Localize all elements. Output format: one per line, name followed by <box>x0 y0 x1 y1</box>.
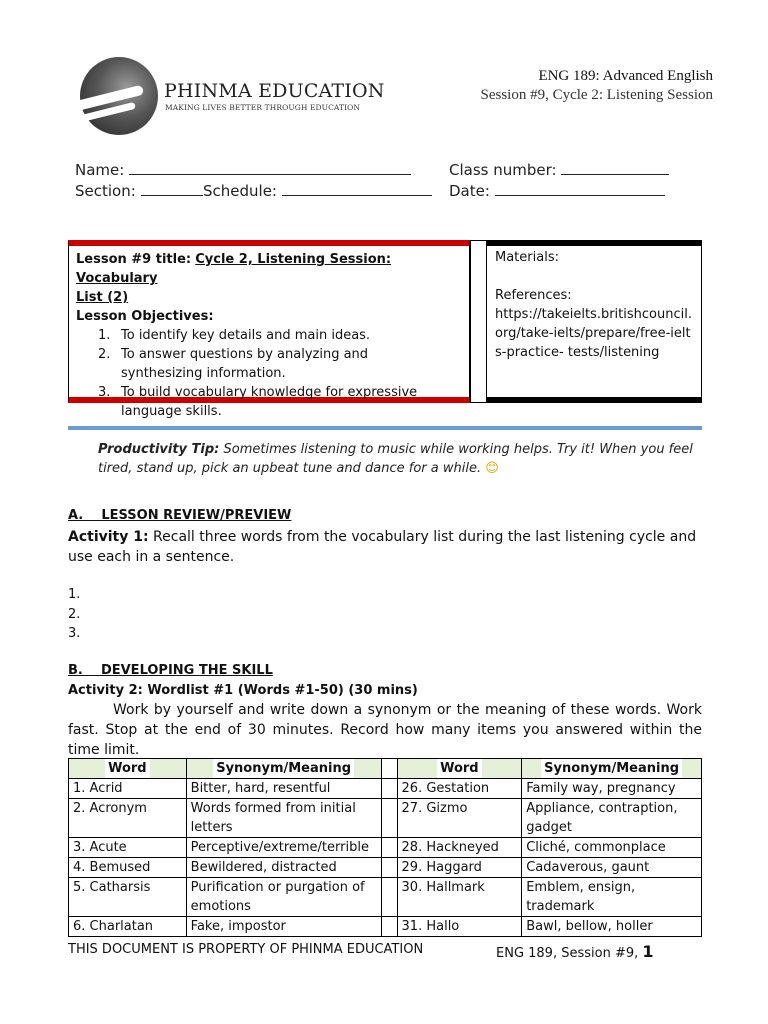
synonym-cell[interactable]: Family way, pregnancy <box>522 779 702 799</box>
name-field[interactable] <box>75 160 411 179</box>
word-cell: 4. Bemused <box>69 858 187 878</box>
materials-label: Materials: <box>495 250 559 265</box>
table-row <box>69 858 702 878</box>
table-row <box>69 878 702 917</box>
objective-item <box>76 345 401 383</box>
objectives-label: Lesson Objectives: <box>76 309 214 324</box>
spacer-cell <box>381 838 397 858</box>
col-spacer <box>381 759 397 779</box>
activity-2-instructions: Work by yourself and write down a synonym or the meaning of these words. Work fast. Stop at the end of 30 minutes. Record how many items you answered within the time limit. <box>68 702 702 758</box>
synonym-cell[interactable]: Bawl, bellow, holler <box>522 917 702 937</box>
lesson-title-text-cont: List (2) <box>76 290 129 305</box>
word-cell: 2. Acronym <box>69 799 187 838</box>
synonym-cell[interactable]: Perceptive/extreme/terrible <box>186 838 381 858</box>
col-header-word: Word <box>397 759 522 779</box>
tip-text: Sometimes listening to music while working helps. Try it! When you feel tired, stand up, pick an upbeat tune and dance for a while. <box>98 442 693 476</box>
table-header-row <box>69 759 702 779</box>
word-cell: 30. Hallmark <box>397 878 522 917</box>
brand-tagline: MAKING LIVES BETTER THROUGH EDUCATION <box>165 103 361 112</box>
word-cell: 3. Acute <box>69 838 187 858</box>
section-label: Section: <box>75 182 136 200</box>
spacer-cell <box>381 878 397 917</box>
word-cell: 26. Gestation <box>397 779 522 799</box>
smiley-icon: 😊 <box>485 461 499 476</box>
references-label: References: <box>495 288 572 303</box>
word-cell: 27. Gizmo <box>397 799 522 838</box>
page-number: 1 <box>642 942 654 961</box>
name-blank[interactable] <box>129 160 411 175</box>
objective-item <box>76 383 451 421</box>
footer-session: ENG 189, Session #9, <box>496 946 639 961</box>
section-blank[interactable] <box>141 181 203 196</box>
table-row <box>69 779 702 799</box>
synonym-cell[interactable]: Fake, impostor <box>186 917 381 937</box>
synonym-cell[interactable]: Emblem, ensign, trademark <box>522 878 702 917</box>
divider-rule <box>68 426 702 430</box>
activity-1-text: Recall three words from the vocabulary list during the last listening cycle and use each in a sentence. <box>68 529 697 565</box>
table-row <box>69 917 702 937</box>
footer-page-info <box>496 942 654 961</box>
col-header-word: Word <box>69 759 187 779</box>
date-field[interactable] <box>449 181 665 200</box>
lesson-title <box>76 250 462 288</box>
lesson-box-divider <box>470 240 487 403</box>
brand-name: PHINMA EDUCATION <box>164 80 385 102</box>
spacer-cell <box>381 917 397 937</box>
lesson-title-label: Lesson #9 title: <box>76 252 192 267</box>
session-title: Session #9, Cycle 2: Listening Session <box>480 87 713 103</box>
objective-number: 3. <box>98 385 111 400</box>
footer-property-notice: THIS DOCUMENT IS PROPERTY OF PHINMA EDUCATION <box>68 942 424 957</box>
lesson-info-box <box>68 240 470 419</box>
references-link[interactable]: https://takeielts.britishcouncil.org/take-ielts/prepare/free-ielts-practice- tests/listening <box>495 307 692 360</box>
section-b-heading: B. DEVELOPING THE SKILL <box>68 663 273 678</box>
synonym-cell[interactable]: Cadaverous, gaunt <box>522 858 702 878</box>
activity-1 <box>68 527 702 567</box>
spacer-cell <box>381 779 397 799</box>
name-label: Name: <box>75 161 125 179</box>
course-title: ENG 189: Advanced English <box>538 68 713 84</box>
class-number-field[interactable] <box>449 160 669 179</box>
word-cell: 5. Catharsis <box>69 878 187 917</box>
synonym-cell[interactable]: Bitter, hard, resentful <box>186 779 381 799</box>
productivity-tip <box>98 440 708 478</box>
objective-text: To build vocabulary knowledge for expressive language skills. <box>121 385 418 419</box>
spacer-cell <box>381 799 397 838</box>
objective-text: To answer questions by analyzing and synthesizing information. <box>121 347 369 381</box>
col-header-synonym: Synonym/Meaning <box>522 759 702 779</box>
logo-emblem <box>80 57 158 135</box>
answer-item[interactable]: 3. <box>68 626 81 641</box>
date-label: Date: <box>449 182 490 200</box>
class-number-label: Class number: <box>449 161 557 179</box>
synonym-cell[interactable]: Appliance, contraption, gadget <box>522 799 702 838</box>
answer-item[interactable]: 2. <box>68 606 81 622</box>
spacer-cell <box>381 858 397 878</box>
synonym-cell[interactable]: Purification or purgation of emotions <box>186 878 381 917</box>
word-cell: 1. Acrid <box>69 779 187 799</box>
answer-list <box>68 585 80 644</box>
activity-1-label: Activity 1: <box>68 529 149 545</box>
word-cell: 31. Hallo <box>397 917 522 937</box>
synonym-cell[interactable]: Bewildered, distracted <box>186 858 381 878</box>
section-a-heading: A. LESSON REVIEW/PREVIEW <box>68 508 292 523</box>
word-cell: 6. Charlatan <box>69 917 187 937</box>
objective-number: 1. <box>98 328 111 343</box>
objective-text: To identify key details and main ideas. <box>121 328 371 343</box>
objectives-list <box>76 326 462 421</box>
wordlist-table <box>68 758 702 937</box>
lesson-title-text: Cycle 2, Listening Session: Vocabulary <box>76 252 392 286</box>
synonym-cell[interactable]: Words formed from initial letters <box>186 799 381 838</box>
table-row <box>69 799 702 838</box>
answer-item[interactable]: 1. <box>68 587 81 602</box>
word-cell: 29. Haggard <box>397 858 522 878</box>
schedule-blank[interactable] <box>282 181 432 196</box>
class-number-blank[interactable] <box>561 160 669 175</box>
table-row <box>69 838 702 858</box>
synonym-cell[interactable]: Cliché, commonplace <box>522 838 702 858</box>
schedule-label: Schedule: <box>203 182 277 200</box>
materials-box <box>486 240 702 403</box>
schedule-field[interactable] <box>203 181 432 200</box>
tip-label: Productivity Tip: <box>98 442 220 457</box>
date-blank[interactable] <box>495 181 665 196</box>
objective-number: 2. <box>98 347 111 362</box>
section-field[interactable] <box>75 181 203 200</box>
objective-item <box>76 326 462 345</box>
word-cell: 28. Hackneyed <box>397 838 522 858</box>
activity-2-title: Activity 2: Wordlist #1 (Words #1-50) (30 mins) <box>68 683 418 698</box>
col-header-synonym: Synonym/Meaning <box>186 759 381 779</box>
